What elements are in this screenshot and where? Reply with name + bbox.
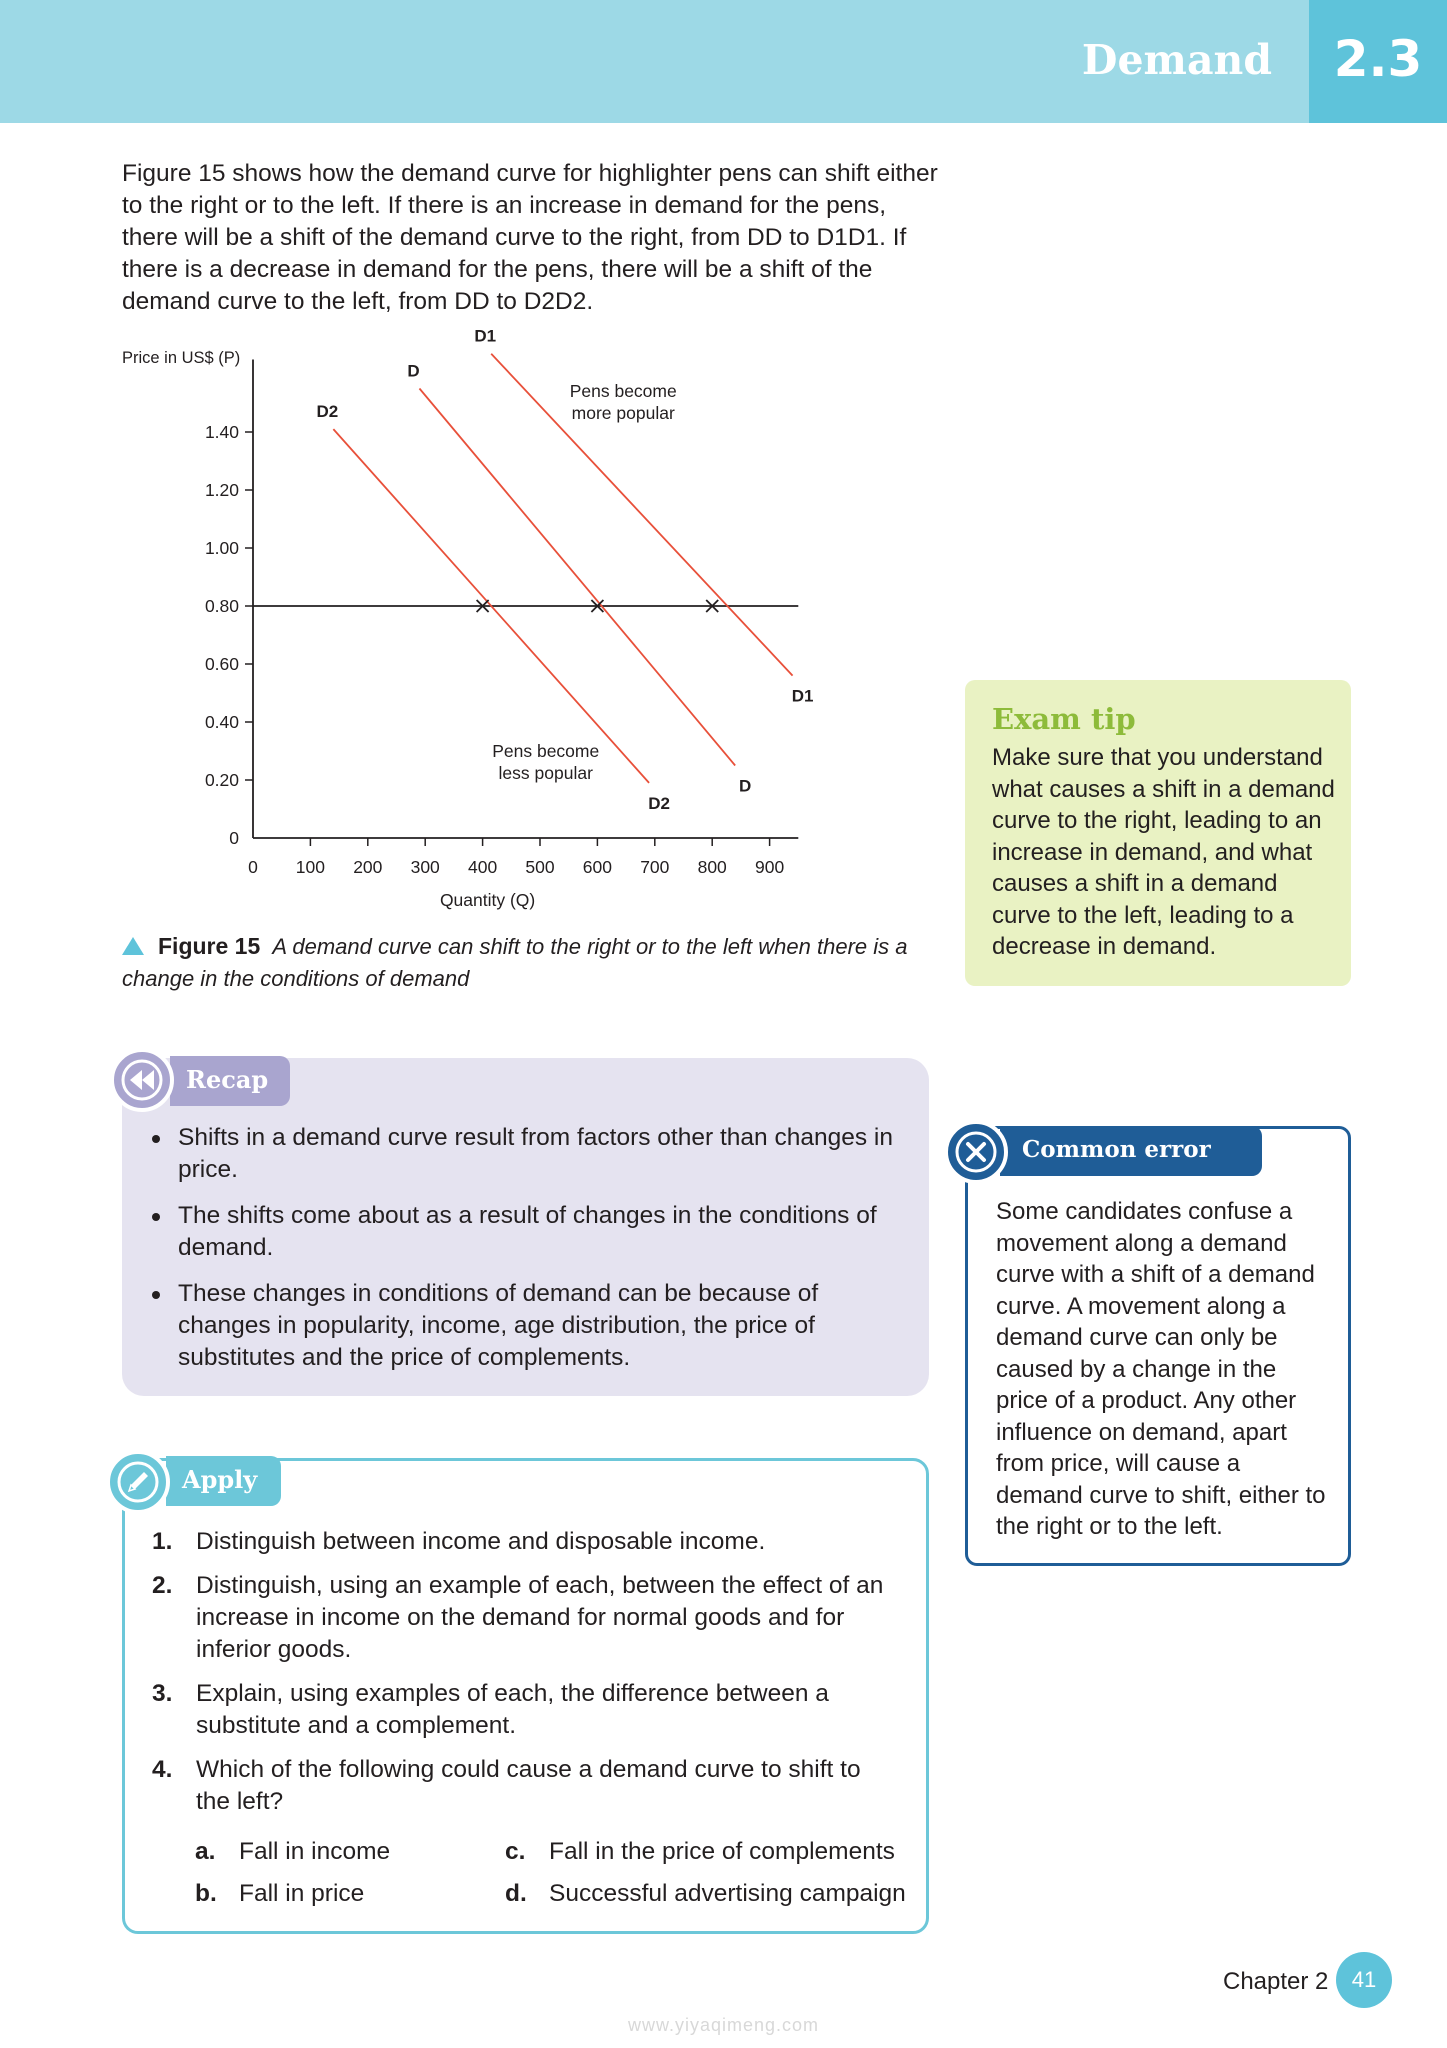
bullet bbox=[152, 1213, 160, 1221]
y-tick-label: 0.40 bbox=[204, 712, 239, 732]
x-tick-label: 200 bbox=[353, 857, 383, 877]
figure-caption bbox=[122, 930, 922, 995]
list-item bbox=[150, 1278, 900, 1374]
bullet bbox=[152, 1291, 160, 1299]
curve-label-start: D2 bbox=[316, 402, 339, 422]
x-tick-label: 700 bbox=[640, 857, 670, 877]
apply-questions bbox=[152, 1526, 892, 1830]
curve-label-end: D bbox=[739, 776, 752, 796]
bullet bbox=[152, 1135, 160, 1143]
option-letter: c. bbox=[505, 1838, 526, 1865]
option-text: Fall in price bbox=[239, 1880, 365, 1907]
question-text: Distinguish between income and disposable income. bbox=[196, 1528, 766, 1555]
list-item bbox=[152, 1678, 892, 1742]
y-axis-label: Price in US$ (P) bbox=[122, 349, 241, 367]
watermark: www.yiyaqimeng.com bbox=[627, 2015, 820, 2035]
option-text: Fall in the price of complements bbox=[549, 1838, 895, 1865]
option-letter: b. bbox=[195, 1880, 217, 1907]
recap-tab bbox=[170, 1056, 290, 1106]
recap-item-text: Shifts in a demand curve result from factors other than changes in price. bbox=[178, 1124, 893, 1183]
x-tick-label: 100 bbox=[295, 857, 326, 877]
page-title: Demand bbox=[1081, 36, 1272, 84]
common-error-tab bbox=[1000, 1126, 1262, 1176]
option-a bbox=[195, 1836, 390, 1868]
x-tick-label: 800 bbox=[697, 857, 727, 877]
option-text: Fall in income bbox=[239, 1838, 391, 1865]
intro-paragraph: Figure 15 shows how the demand curve for highlighter pens can shift either to the right or to the left. If there is an increase in demand for the pens, there will be a shift of the demand curve to the right, from DD to D1D1. If there is a decrease in demand for the pens, there will be a shift of the demand curve to the left, from DD to D2D2. bbox=[122, 160, 938, 315]
list-item bbox=[152, 1754, 892, 1818]
x-axis-label: Quantity (Q) bbox=[439, 890, 536, 910]
list-item bbox=[150, 1122, 900, 1186]
list-item bbox=[152, 1526, 892, 1558]
y-tick-label: 1.00 bbox=[204, 538, 239, 558]
x-tick-label: 400 bbox=[467, 857, 498, 877]
chapter-label: Chapter 2 bbox=[1223, 1968, 1329, 1995]
x-tick-label: 500 bbox=[525, 857, 555, 877]
exam-tip-body: Make sure that you understand what causes a shift in a demand curve to the right, leading to an increase in demand, and what causes a shift in a demand curve to the left, leading to a decrease in demand. bbox=[992, 744, 1335, 960]
figure-caption-text: A demand curve can shift to the right or to the left when there is a change in the conditions of demand bbox=[122, 934, 908, 991]
recap-title: Recap bbox=[186, 1065, 269, 1094]
pencil-icon bbox=[106, 1450, 170, 1514]
apply-tab bbox=[166, 1456, 281, 1506]
curve-label-start: D1 bbox=[474, 330, 497, 346]
common-error-title: Common error bbox=[1022, 1136, 1211, 1163]
question-text: Distinguish, using an example of each, between the effect of an increase in income on the demand for normal goods and for inferior goods. bbox=[196, 1572, 884, 1663]
exam-tip-box bbox=[965, 680, 1351, 986]
figure-label: Figure 15 bbox=[158, 933, 261, 959]
curve-label-start: D bbox=[407, 361, 420, 381]
option-d bbox=[505, 1878, 906, 1910]
triangle-icon bbox=[122, 937, 144, 955]
option-b bbox=[195, 1878, 364, 1910]
curve-label-end: D1 bbox=[791, 686, 814, 706]
exam-tip-title: Exam tip bbox=[992, 702, 1136, 736]
question-number: 4. bbox=[152, 1756, 173, 1783]
x-tick-label: 900 bbox=[754, 857, 785, 877]
page-number: 41 bbox=[1336, 1952, 1392, 2008]
question-text: Which of the following could cause a demand curve to shift to the left? bbox=[196, 1756, 861, 1815]
y-tick-label: 1.40 bbox=[204, 422, 239, 442]
annotation-text: Pens become bbox=[492, 740, 600, 761]
y-tick-label: 0.80 bbox=[204, 596, 239, 616]
question-text: Explain, using examples of each, the difference between a substitute and a complement. bbox=[196, 1680, 829, 1739]
y-tick-label: 0 bbox=[229, 828, 239, 848]
y-tick-label: 1.20 bbox=[204, 480, 239, 500]
option-c bbox=[505, 1836, 895, 1868]
section-number: 2.3 bbox=[1333, 30, 1423, 88]
section-number-box bbox=[1309, 0, 1447, 123]
apply-title: Apply bbox=[182, 1465, 258, 1494]
annotation-text: less popular bbox=[498, 762, 593, 783]
question-number: 2. bbox=[152, 1572, 173, 1599]
list-item bbox=[152, 1570, 892, 1666]
question-number: 1. bbox=[152, 1528, 173, 1555]
annotation-text: Pens become bbox=[569, 381, 677, 402]
curve-label-end: D2 bbox=[648, 793, 670, 813]
recap-list bbox=[150, 1122, 900, 1388]
common-error-body: Some candidates confuse a movement along a demand curve with a shift of a demand curve. A movement along a demand curve can only be caused by a change in the price of a product. Any other influence on demand, apart from price, will cause a demand curve to shift, either to the right or to the left. bbox=[996, 1198, 1326, 1540]
x-tick-label: 600 bbox=[582, 857, 613, 877]
option-letter: a. bbox=[195, 1838, 216, 1865]
x-tick-label: 0 bbox=[248, 857, 258, 877]
rewind-icon bbox=[110, 1048, 174, 1112]
list-item bbox=[150, 1200, 900, 1264]
option-letter: d. bbox=[505, 1880, 527, 1907]
error-x-icon bbox=[944, 1120, 1008, 1184]
recap-item-text: These changes in conditions of demand can be because of changes in popularity, income, age distribution, the price of substitutes and the price of complements. bbox=[178, 1280, 819, 1371]
demand-shift-chart bbox=[115, 330, 815, 920]
recap-item-text: The shifts come about as a result of changes in the conditions of demand. bbox=[178, 1202, 877, 1261]
option-text: Successful advertising campaign bbox=[549, 1880, 906, 1907]
annotation-text: more popular bbox=[571, 403, 675, 424]
y-tick-label: 0.20 bbox=[204, 770, 239, 790]
x-tick-label: 300 bbox=[410, 857, 440, 877]
y-tick-label: 0.60 bbox=[204, 654, 239, 674]
question-number: 3. bbox=[152, 1680, 173, 1707]
demand-curve-d1 bbox=[491, 354, 792, 676]
